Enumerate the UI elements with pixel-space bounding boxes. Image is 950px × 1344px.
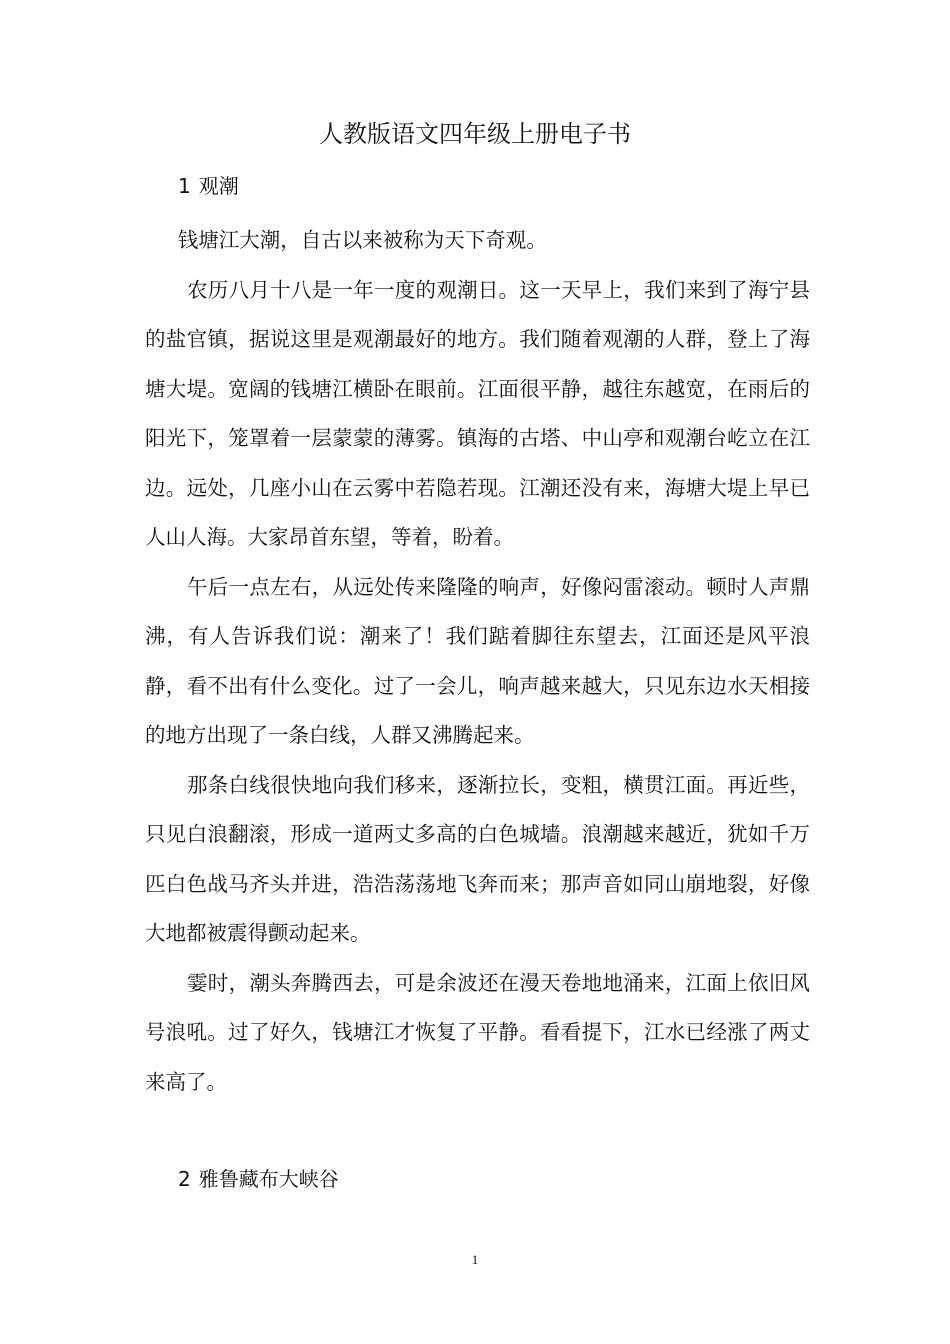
lesson-1-title: 观潮: [198, 174, 239, 198]
lesson-2-title: 雅鲁藏布大峡谷: [198, 1167, 339, 1191]
paragraph-3: 午后一点左右，从远处传来隆隆的响声，好像闷雷滚动。顿时人声鼎沸，有人告诉我们说：潮来了！我们踮着脚往东望去，江面还是风平浪静，看不出有什么变化。过了一会儿，响声越来越大，只见东边水天相接的地方出现了一条白线，人群又沸腾起来。: [145, 574, 810, 747]
paragraph-1: 钱塘江大潮，自古以来被称为天下奇观。: [177, 228, 547, 252]
paragraph-4: 那条白线很快地向我们移来，逐渐拉长，变粗，横贯江面。再近些，只见白浪翻滚，形成一道两丈多高的白色城墙。浪潮越来越近，犹如千万匹白色战马齐头并进，浩浩荡荡地飞奔而来；那声音如同山崩地裂，好像大地都被震得颤动起来。: [145, 772, 810, 945]
lesson-1-number: 1: [178, 174, 191, 198]
page-number: 1: [471, 1252, 479, 1267]
lesson-2-number: 2: [178, 1167, 191, 1191]
lesson-1-body: [145, 216, 810, 1107]
lesson-1-heading: [178, 172, 239, 200]
document-title: 人教版语文四年级上册电子书: [319, 120, 631, 148]
paragraph-2: 农历八月十八是一年一度的观潮日。这一天早上，我们来到了海宁县的盐官镇，据说这里是观潮最好的地方。我们随着观潮的人群，登上了海塘大堤。宽阔的钱塘江横卧在眼前。江面很平静，越往东越宽，在雨后的阳光下，笼罩着一层蒙蒙的薄雾。镇海的古塔、中山亭和观潮台屹立在江边。远处，几座小山在云雾中若隐若现。江潮还没有来，海塘大堤上早已人山人海。大家昂首东望，等着，盼着。: [145, 277, 810, 549]
paragraph-5: 霎时，潮头奔腾西去，可是余波还在漫天卷地地涌来，江面上依旧风号浪吼。过了好久，钱塘江才恢复了平静。看看提下，江水已经涨了两丈来高了。: [145, 970, 810, 1094]
lesson-2-heading: [178, 1165, 339, 1193]
